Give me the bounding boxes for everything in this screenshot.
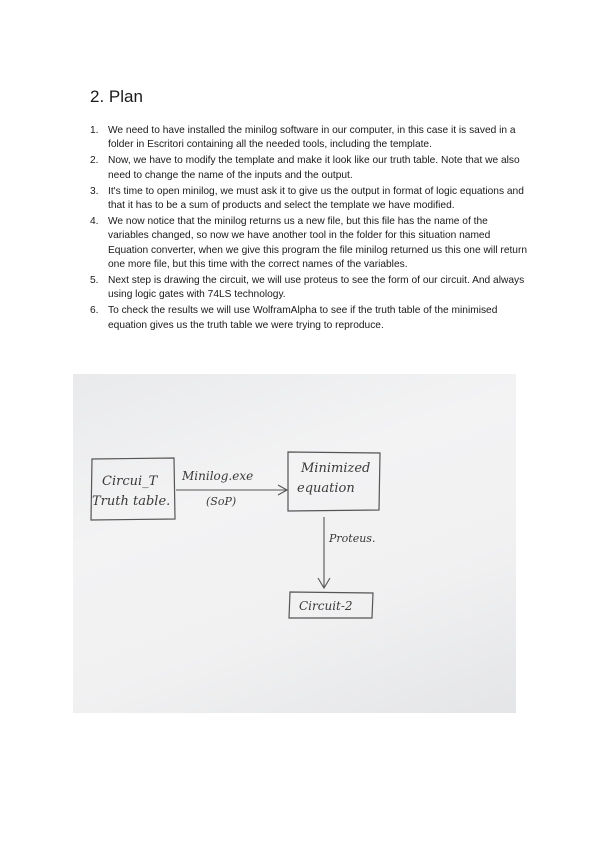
step-number: 6. bbox=[90, 305, 99, 317]
step-number: 2. bbox=[90, 155, 99, 167]
circuit-2-label: Circuit-2 bbox=[299, 599, 353, 613]
step-number: 5. bbox=[90, 275, 99, 287]
step-text: Next step is drawing the circuit, we will use proteus to see the form of our circuit. And always using logic gates with 74LS technology. bbox=[108, 275, 525, 301]
truth-table-box-line2: Truth table. bbox=[92, 494, 171, 509]
plan-step-list bbox=[90, 124, 530, 335]
plan-step bbox=[90, 154, 530, 182]
step-number: 3. bbox=[90, 185, 99, 197]
section-title: 2. Plan bbox=[90, 87, 143, 106]
plan-step bbox=[90, 274, 530, 302]
hand-drawn-flow-diagram-photo bbox=[73, 374, 516, 713]
flow-diagram-sketch bbox=[73, 374, 516, 713]
step-text: We now notice that the minilog returns us a new file, but this file has the name of the variables changed, so now we have another tool in the folder for this situation named Equation converter, when we give this program the file minilog returned us this one will return one more file, but this time with the correct names of the variables. bbox=[108, 216, 528, 270]
step-text: We need to have installed the minilog software in our computer, in this case it is saved in a folder in Escritori containing all the needed tools, including the template. bbox=[108, 125, 516, 151]
truth-table-box-line1: Circui_T bbox=[102, 474, 158, 489]
truth-table-box bbox=[91, 458, 175, 520]
minilog-arrow-label: Minilog.exe bbox=[182, 469, 254, 483]
plan-step bbox=[90, 304, 530, 332]
step-number: 4. bbox=[90, 216, 99, 228]
plan-step bbox=[90, 215, 530, 272]
plan-step bbox=[90, 185, 530, 213]
step-number: 1. bbox=[90, 125, 99, 136]
step-text: It's time to open minilog, we must ask it to give us the output in format of logic equations and that it has to be a sum of products and select the template we have modified. bbox=[108, 185, 524, 212]
step-text: To check the results we will use WolframAlpha to see if the truth table of the minimised equation gives us the truth table we were trying to reproduce. bbox=[108, 305, 498, 331]
minimized-equation-line1: Minimized bbox=[301, 461, 371, 476]
step-text: Now, we have to modify the template and make it look like our truth table. Note that we also need to change the name of the inputs and the output. bbox=[108, 155, 520, 181]
minimized-equation-line2: equation bbox=[297, 481, 355, 496]
proteus-arrow-label: Proteus. bbox=[329, 532, 376, 545]
sop-arrow-label: (SoP) bbox=[206, 495, 237, 508]
plan-step bbox=[90, 124, 530, 152]
